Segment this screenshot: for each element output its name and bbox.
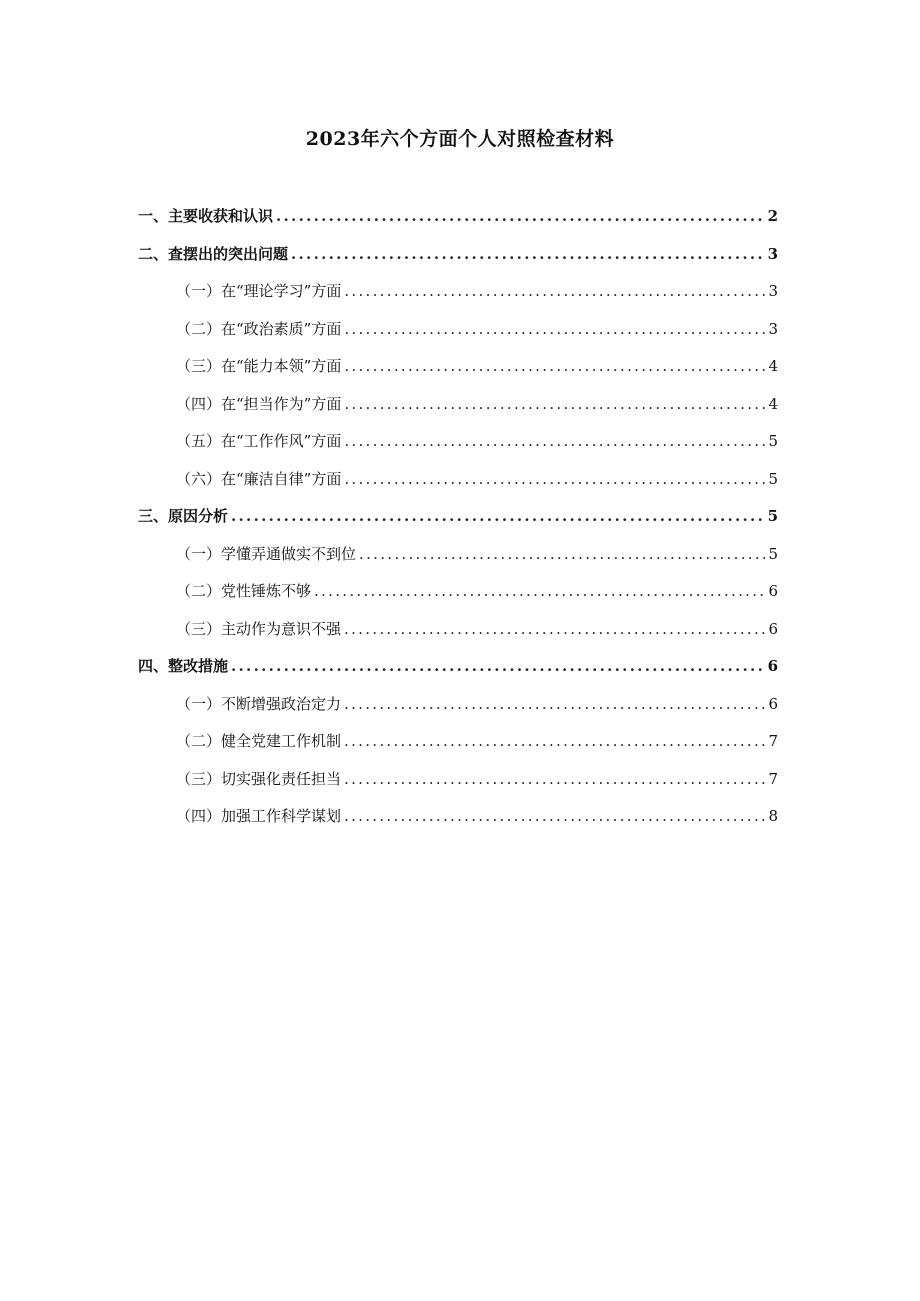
document-title: 2023年六个方面个人对照检查材料 [305,128,615,150]
toc-entry-label: （一）不断增强政治定力 [176,694,342,713]
toc-dot-leader [291,236,765,274]
toc-entry[interactable] [138,648,778,686]
toc-dot-leader [344,348,765,386]
toc-page-number: 6 [768,582,778,600]
toc-page-number: 3 [768,319,778,338]
toc-entry-label: （三）主动作为意识不强 [176,619,342,638]
toc-dot-leader [276,198,765,236]
toc-page-number: 3 [767,244,778,263]
toc-page-number: 3 [768,282,778,300]
toc-entry-label: （二）党性锤炼不够 [176,582,312,600]
toc-dot-leader [344,723,765,761]
toc-entry[interactable] [138,536,778,574]
toc-dot-leader [231,648,765,686]
toc-dot-leader [344,311,765,349]
toc-dot-leader [344,611,765,649]
toc-entry[interactable] [138,348,778,386]
toc-dot-leader [359,536,765,574]
toc-entry-label: （一）学懂弄通做实不到位 [176,544,357,563]
toc-page-number: 8 [768,807,778,825]
toc-page-number: 5 [768,469,778,488]
toc-entry-label: （四）在“担当作为”方面 [176,394,342,413]
toc-entry-label: 二、查摆出的突出问题 [138,244,289,263]
toc-dot-leader [344,798,765,836]
toc-entry[interactable] [138,686,778,724]
toc-entry[interactable] [138,761,778,799]
toc-entry[interactable] [138,386,778,424]
toc-page-number: 6 [768,619,778,638]
toc-entry-label: （三）在“能力本领”方面 [176,357,342,375]
toc-entry[interactable] [138,723,778,761]
toc-entry-label: （四）加强工作科学谋划 [176,807,342,825]
toc-entry[interactable] [138,311,778,349]
toc-page-number: 5 [768,432,778,450]
toc-entry[interactable] [138,798,778,836]
toc-dot-leader [344,686,765,724]
toc-entry-label: （三）切实强化责任担当 [176,769,342,788]
toc-entry-label: （六）在“廉洁自律”方面 [176,469,342,488]
toc-entry-label: （五）在“工作作风”方面 [176,432,342,450]
toc-entry[interactable] [138,273,778,311]
toc-dot-leader [344,273,765,311]
toc-entry-label: （二）健全党建工作机制 [176,732,342,750]
toc-page-number: 4 [768,394,778,413]
toc-entry[interactable] [138,498,778,536]
toc-entry-label: 一、主要收获和认识 [138,207,274,225]
toc-entry[interactable] [138,236,778,274]
toc-entry[interactable] [138,461,778,499]
toc-page-number: 6 [767,657,778,675]
toc-page-number: 2 [767,207,778,225]
toc-entry[interactable] [138,611,778,649]
toc-page-number: 7 [768,732,778,750]
toc-entry-label: （二）在“政治素质”方面 [176,319,342,338]
toc-page-number: 4 [768,357,778,375]
toc-page-number: 5 [768,544,778,563]
toc-entry[interactable] [138,198,778,236]
toc-entry-label: 四、整改措施 [138,657,229,675]
toc-dot-leader [344,423,765,461]
toc-entry-label: 三、原因分析 [138,507,229,525]
toc-dot-leader [231,498,765,536]
table-of-contents [138,198,778,836]
toc-dot-leader [344,761,765,799]
toc-dot-leader [314,573,765,611]
toc-page-number: 6 [768,694,778,713]
toc-entry[interactable] [138,573,778,611]
toc-entry[interactable] [138,423,778,461]
toc-dot-leader [344,461,765,499]
toc-page-number: 7 [768,769,778,788]
toc-dot-leader [344,386,765,424]
toc-entry-label: （一）在“理论学习”方面 [176,282,342,300]
toc-page-number: 5 [767,507,778,525]
